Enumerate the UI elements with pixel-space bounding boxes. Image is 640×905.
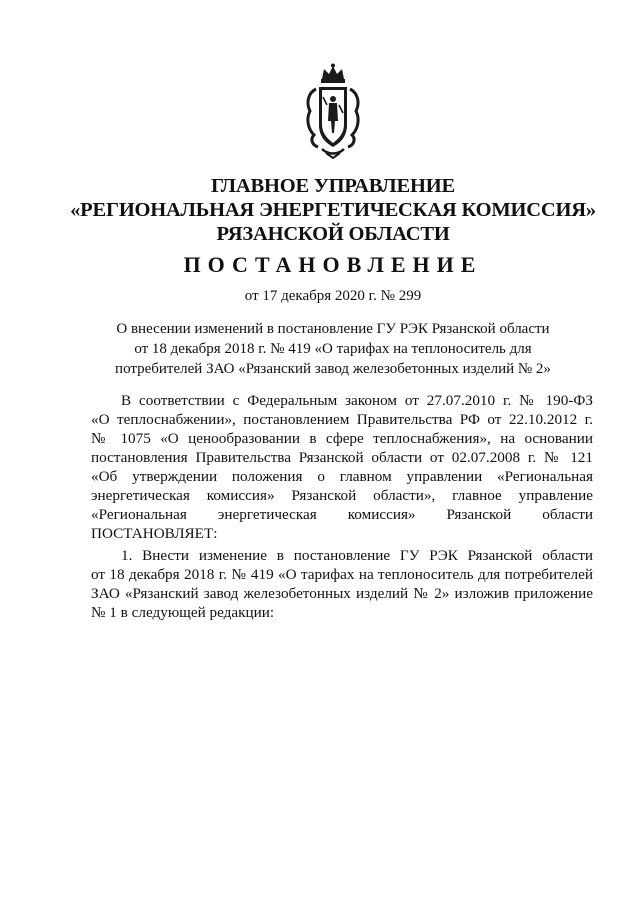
decree-keyword: ПОСТАНОВЛЯЕТ: [91, 525, 218, 542]
document-header [60, 174, 606, 344]
item-1-line: ЗАО «Рязанский завод железобетонных изделий № 2» изложив приложение [91, 585, 593, 602]
coat-of-arms-icon [302, 63, 364, 159]
subject-line-3: потребителей ЗАО «Рязанский завод железобетонных изделий № 2» [115, 361, 551, 377]
org-name-line-1: ГЛАВНОЕ УПРАВЛЕНИЕ [211, 175, 455, 197]
document-date-number: от 17 декабря 2020 г. № 299 [244, 288, 422, 304]
item-1-paragraph [91, 546, 593, 626]
preamble-line: № 1075 «О ценообразовании в сфере теплоснабжения», на основании [91, 430, 593, 447]
document-type-title: ПОСТАНОВЛЕНИЕ [183, 252, 483, 277]
preamble-line: «О теплоснабжении», постановлением Правительства РФ от 22.10.2012 г. [91, 411, 593, 428]
preamble-line: «Об утверждении положения о главном управлении «Региональная [91, 468, 593, 485]
item-1-line: от 18 декабря 2018 г. № 419 «О тарифах на теплоноситель для потребителей [91, 566, 593, 583]
preamble-line: В соответствии с Федеральным законом от 27.07.2010 г. № 190-ФЗ [121, 392, 593, 409]
document-subject [60, 321, 606, 381]
subject-line-2: от 18 декабря 2018 г. № 419 «О тарифах на теплоноситель для [134, 341, 532, 357]
preamble-line: энергетическая комиссия» Рязанской области», главное управление [91, 487, 593, 504]
org-name-line-3: РЯЗАНСКОЙ ОБЛАСТИ [216, 223, 450, 245]
preamble-paragraph [91, 391, 593, 543]
item-1-line: № 1 в следующей редакции: [91, 604, 275, 621]
item-1-line: 1. Внести изменение в постановление ГУ РЭК Рязанской области [121, 547, 593, 564]
preamble-line: «Региональная энергетическая комиссия» Рязанской области [91, 506, 593, 523]
org-name-line-2: «РЕГИОНАЛЬНАЯ ЭНЕРГЕТИЧЕСКАЯ КОМИССИЯ» [70, 199, 596, 221]
preamble-line: постановления Правительства Рязанской области от 02.07.2008 г. № 121 [91, 449, 593, 466]
subject-line-1: О внесении изменений в постановление ГУ РЭК Рязанской области [116, 321, 550, 337]
